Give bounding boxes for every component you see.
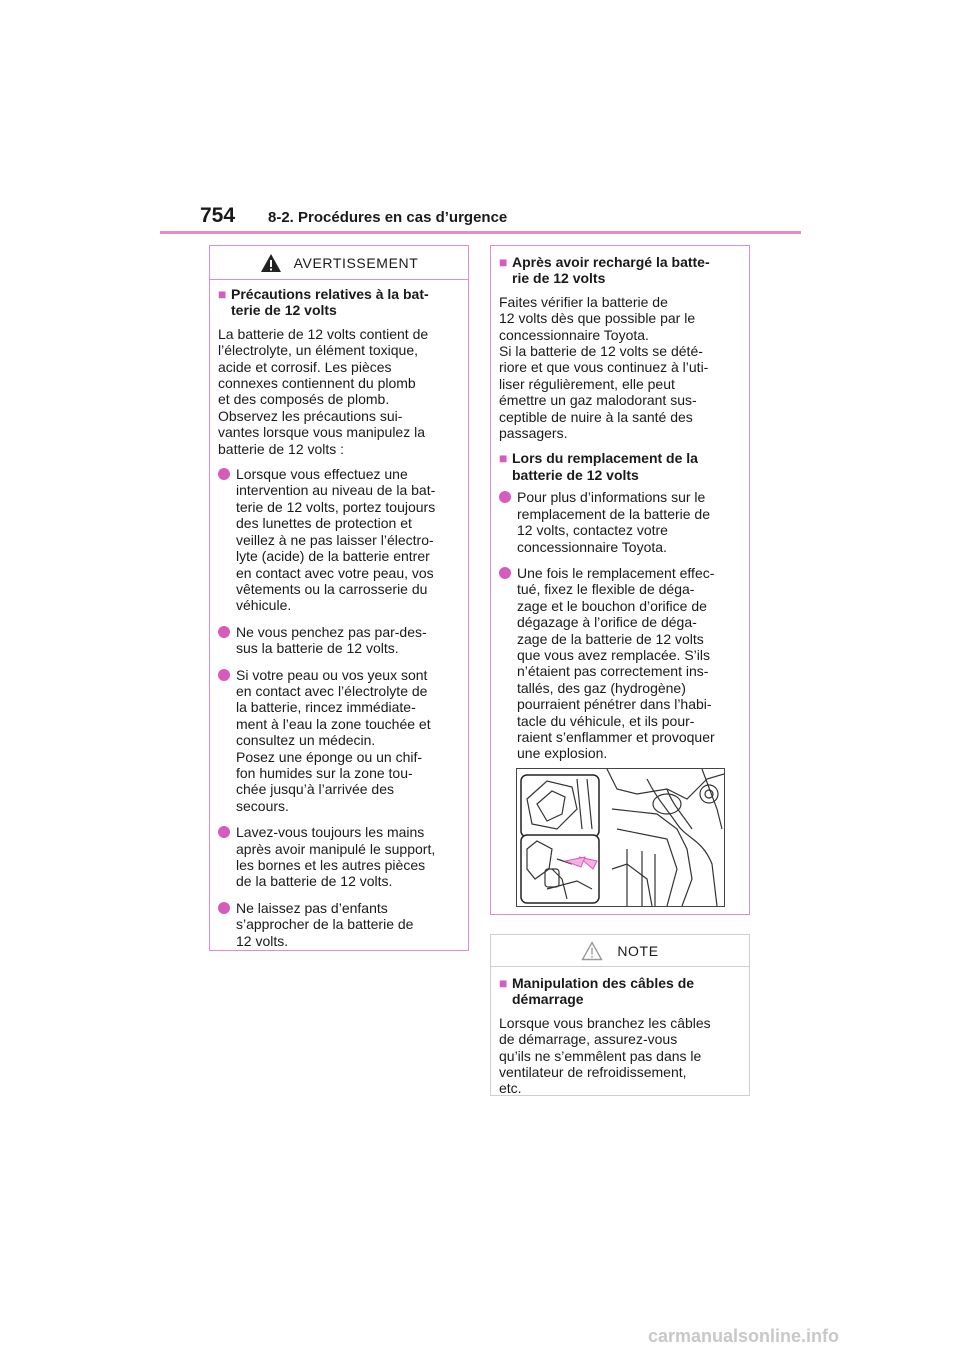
- warning-title: AVERTISSEMENT: [293, 254, 419, 271]
- round-bullet-icon: [218, 626, 230, 638]
- round-bullet-icon: [218, 826, 230, 838]
- list-item: [499, 489, 742, 555]
- square-bullet-icon: ■: [218, 286, 227, 302]
- bullet-text: Une fois le remplacement effec- tué, fixez le flexible de déga- zage et le bouchon d’orifice de dégazage à l’orifice de déga- zage de la batterie de 12 volts que vous avez remplacée. S’ils n’étaient pas correctement ins- tallés, des gaz (hydrogène) pourraient pénétrer dans l’habi- tacle du véhicule, et ils pour- raient s’enflammer et provoquer une explosion.: [517, 564, 715, 762]
- warning-cont-content: [491, 246, 749, 762]
- engine-bay-drawing: [517, 769, 724, 906]
- section-title: Précautions relatives à la bat- terie de 12 volts: [231, 286, 429, 319]
- note-title-bar: [491, 935, 749, 967]
- note-box: [490, 934, 750, 1096]
- bullet-text: Ne vous penchez pas par-des- sus la batterie de 12 volts.: [236, 623, 427, 657]
- section-heading: [499, 450, 742, 483]
- section-title: Manipulation des câbles de démarrage: [512, 975, 695, 1008]
- square-bullet-icon: ■: [499, 450, 508, 467]
- caution-triangle-outline-icon: [581, 941, 603, 961]
- warning-triangle-icon: [260, 253, 282, 273]
- note-text: Lorsque vous branchez les câbles de démarrage, assurez-vous qu’ils ne s’emmêlent pas dans le ventilateur de refroidissement, etc.: [499, 1014, 711, 1097]
- page-number: 754: [200, 204, 236, 227]
- warning-content: [210, 280, 468, 949]
- bullet-text: Pour plus d’informations sur le remplacement de la batterie de 12 volts, contactez votre concessionnaire Toyota.: [517, 489, 710, 555]
- list-item: [218, 667, 461, 815]
- watermark-text: carmanualsonline.info: [648, 1326, 840, 1346]
- section-heading: [499, 254, 742, 287]
- chapter-title: 8-2. Procédures en cas d’urgence: [268, 209, 508, 226]
- list-item: [218, 900, 461, 949]
- warning-title-bar: [210, 246, 468, 280]
- note-title: NOTE: [617, 942, 659, 959]
- section-text: Faites vérifier la batterie de 12 volts dès que possible par le concessionnaire Toyota. Si la batterie de 12 volts se dété- riore et que vous continuez à l’uti- liser régulièrement, elle peut émettre un gaz malodorant sus- ceptible de nuire à la santé des passagers.: [499, 293, 709, 442]
- section-heading: [218, 286, 461, 319]
- list-item: [218, 466, 461, 614]
- header-rule: [160, 231, 801, 234]
- bullet-text: Lavez-vous toujours les mains après avoir manipulé le support, les bornes et les autres pièces de la batterie de 12 volts.: [236, 824, 436, 890]
- section-title: Après avoir rechargé la batte- rie de 12 volts: [512, 254, 710, 287]
- square-bullet-icon: ■: [499, 975, 508, 991]
- section-title: Lors du remplacement de la batterie de 12 volts: [512, 450, 698, 483]
- round-bullet-icon: [218, 669, 230, 681]
- list-item: [218, 624, 461, 657]
- page-header: [200, 204, 507, 228]
- warning-box: [209, 245, 469, 951]
- bullet-text: Lorsque vous effectuez une intervention au niveau de la bat- terie de 12 volts, portez toujours des lunettes de protection et veillez à ne pas laisser l’électro- lyte (acide) de la batterie entrer en contact avec votre peau, vos vêtements ou la carrosserie du véhicule.: [236, 466, 436, 614]
- list-item: [218, 824, 461, 890]
- round-bullet-icon: [218, 468, 230, 480]
- round-bullet-icon: [218, 902, 230, 914]
- section-heading: [499, 975, 742, 1008]
- battery-vent-illustration: [516, 768, 725, 907]
- bullet-text: Si votre peau ou vos yeux sont en contact avec l’électrolyte de la batterie, rincez immédiate- ment à l’eau la zone touchée et consultez un médecin. Posez une éponge ou un chif- fon humides sur la zone tou- chée jusqu’à l’arrivée des secours.: [236, 666, 431, 814]
- round-bullet-icon: [499, 491, 511, 503]
- note-content: [491, 967, 749, 1097]
- warning-intro: La batterie de 12 volts contient de l’électrolyte, un élément toxique, acide et corrosif. Les pièces connexes contiennent du plomb et des composés de plomb. Observez les précautions sui- vantes lorsque vous manipulez la batterie de 12 volts :: [218, 325, 429, 457]
- round-bullet-icon: [499, 567, 511, 579]
- list-item: [499, 565, 742, 762]
- square-bullet-icon: ■: [499, 254, 508, 270]
- bullet-text: Ne laissez pas d’enfants s’approcher de la batterie de 12 volts.: [236, 899, 414, 949]
